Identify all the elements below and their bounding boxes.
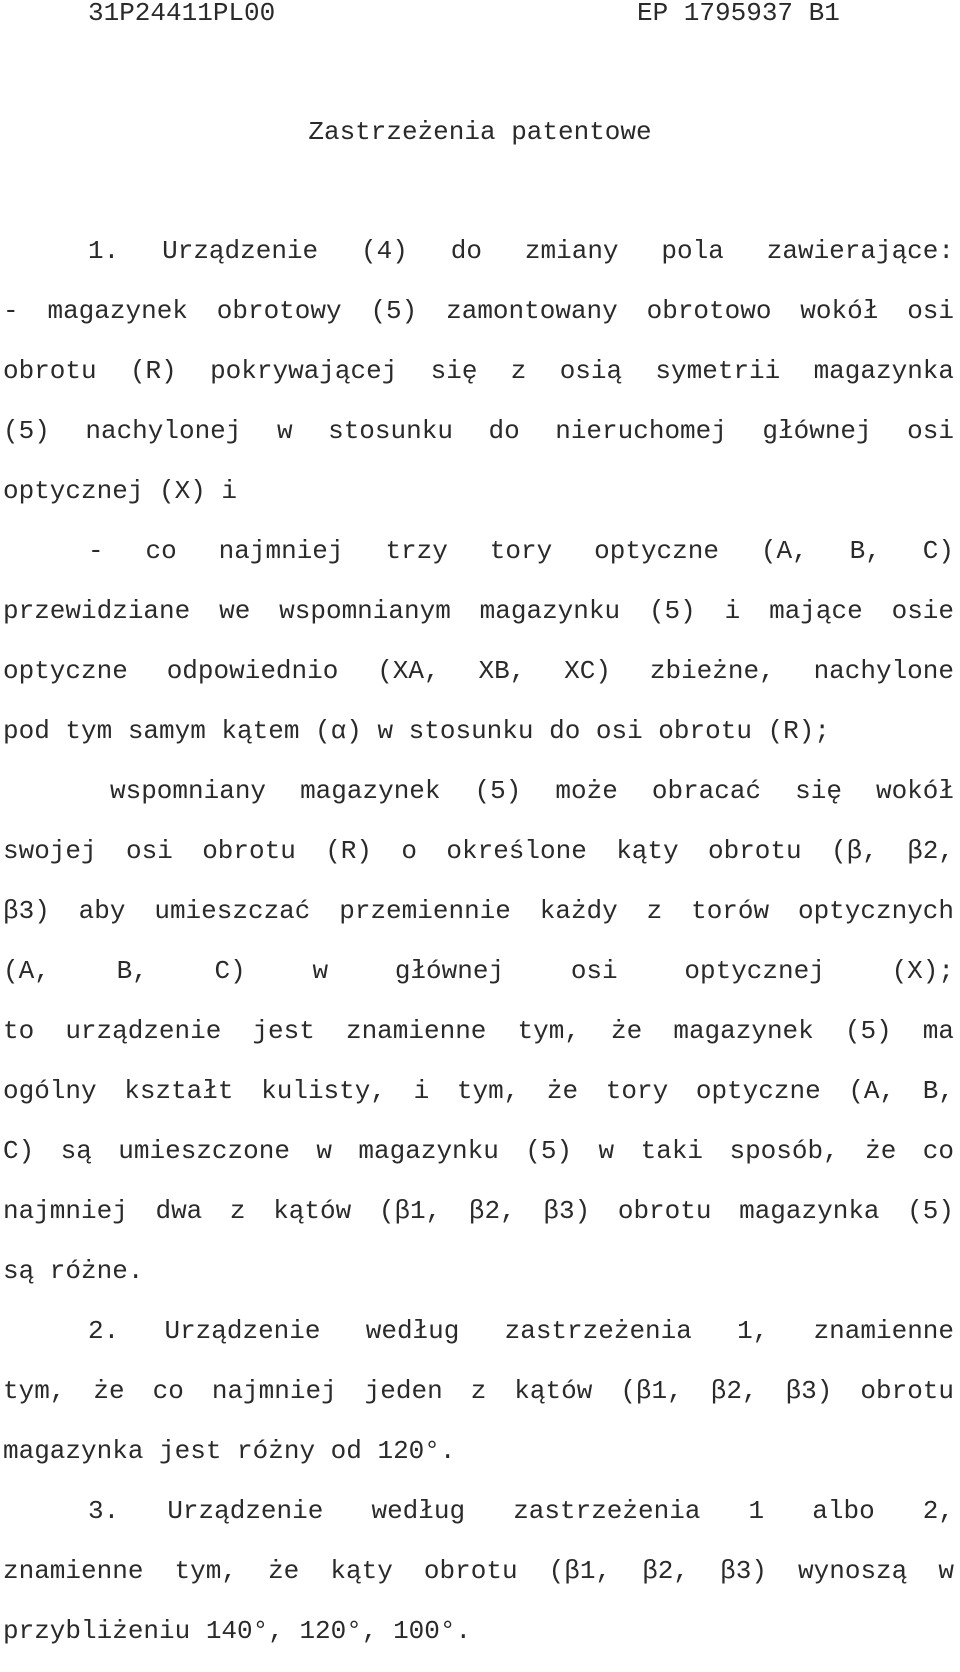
claim-1-line: optycznej (X) i	[3, 476, 238, 506]
page-title: Zastrzeżenia patentowe	[308, 117, 652, 147]
claim-1-line: wspomniany magazynek (5) może obracać się wokół	[110, 776, 954, 806]
claim-1-line: przewidziane we wspomnianym magazynku (5) i mające osie	[3, 596, 954, 626]
claim-2-line: magazynka jest różny od 120°.	[3, 1436, 456, 1466]
claim-2-line: 2. Urządzenie według zastrzeżenia 1, znamienne	[88, 1316, 954, 1346]
patent-number: EP 1795937 B1	[637, 0, 840, 28]
page-header	[0, 0, 960, 30]
claim-1-line: najmniej dwa z kątów (β1, β2, β3) obrotu magazynka (5)	[3, 1196, 954, 1226]
claim-1-line: (A, B, C) w głównej osi optycznej (X);	[3, 956, 954, 986]
claim-1-line: są różne.	[3, 1256, 144, 1286]
claim-1-line: C) są umieszczone w magazynku (5) w taki sposób, że co	[3, 1136, 954, 1166]
claim-1-line: - co najmniej trzy tory optyczne (A, B, C)	[88, 536, 954, 566]
document-code: 31P24411PL00	[88, 0, 276, 28]
claim-2-line: tym, że co najmniej jeden z kątów (β1, β2, β3) obrotu	[3, 1376, 954, 1406]
claim-1-line: (5) nachylonej w stosunku do nieruchomej głównej osi	[3, 416, 954, 446]
claim-3-line: znamienne tym, że kąty obrotu (β1, β2, β3) wynoszą w	[3, 1556, 954, 1586]
claim-1-line: - magazynek obrotowy (5) zamontowany obrotowo wokół osi	[3, 296, 954, 326]
claim-1-line: 1. Urządzenie (4) do zmiany pola zawierające:	[88, 236, 954, 266]
claim-1-line: ogólny kształt kulisty, i tym, że tory optyczne (A, B,	[3, 1076, 954, 1106]
claim-1-line: swojej osi obrotu (R) o określone kąty obrotu (β, β2,	[3, 836, 954, 866]
claim-1-line: pod tym samym kątem (α) w stosunku do osi obrotu (R);	[3, 716, 830, 746]
claims-text	[3, 232, 954, 1672]
claim-3-line: 3. Urządzenie według zastrzeżenia 1 albo 2,	[88, 1496, 954, 1526]
claim-3-line: przybliżeniu 140°, 120°, 100°.	[3, 1616, 472, 1646]
claim-1-line: β3) aby umieszczać przemiennie każdy z torów optycznych	[3, 896, 954, 926]
claim-1-line: obrotu (R) pokrywającej się z osią symetrii magazynka	[3, 356, 954, 386]
claim-1-line: optyczne odpowiednio (XA, XB, XC) zbieżne, nachylone	[3, 656, 954, 686]
claim-1-line: to urządzenie jest znamienne tym, że magazynek (5) ma	[3, 1016, 954, 1046]
